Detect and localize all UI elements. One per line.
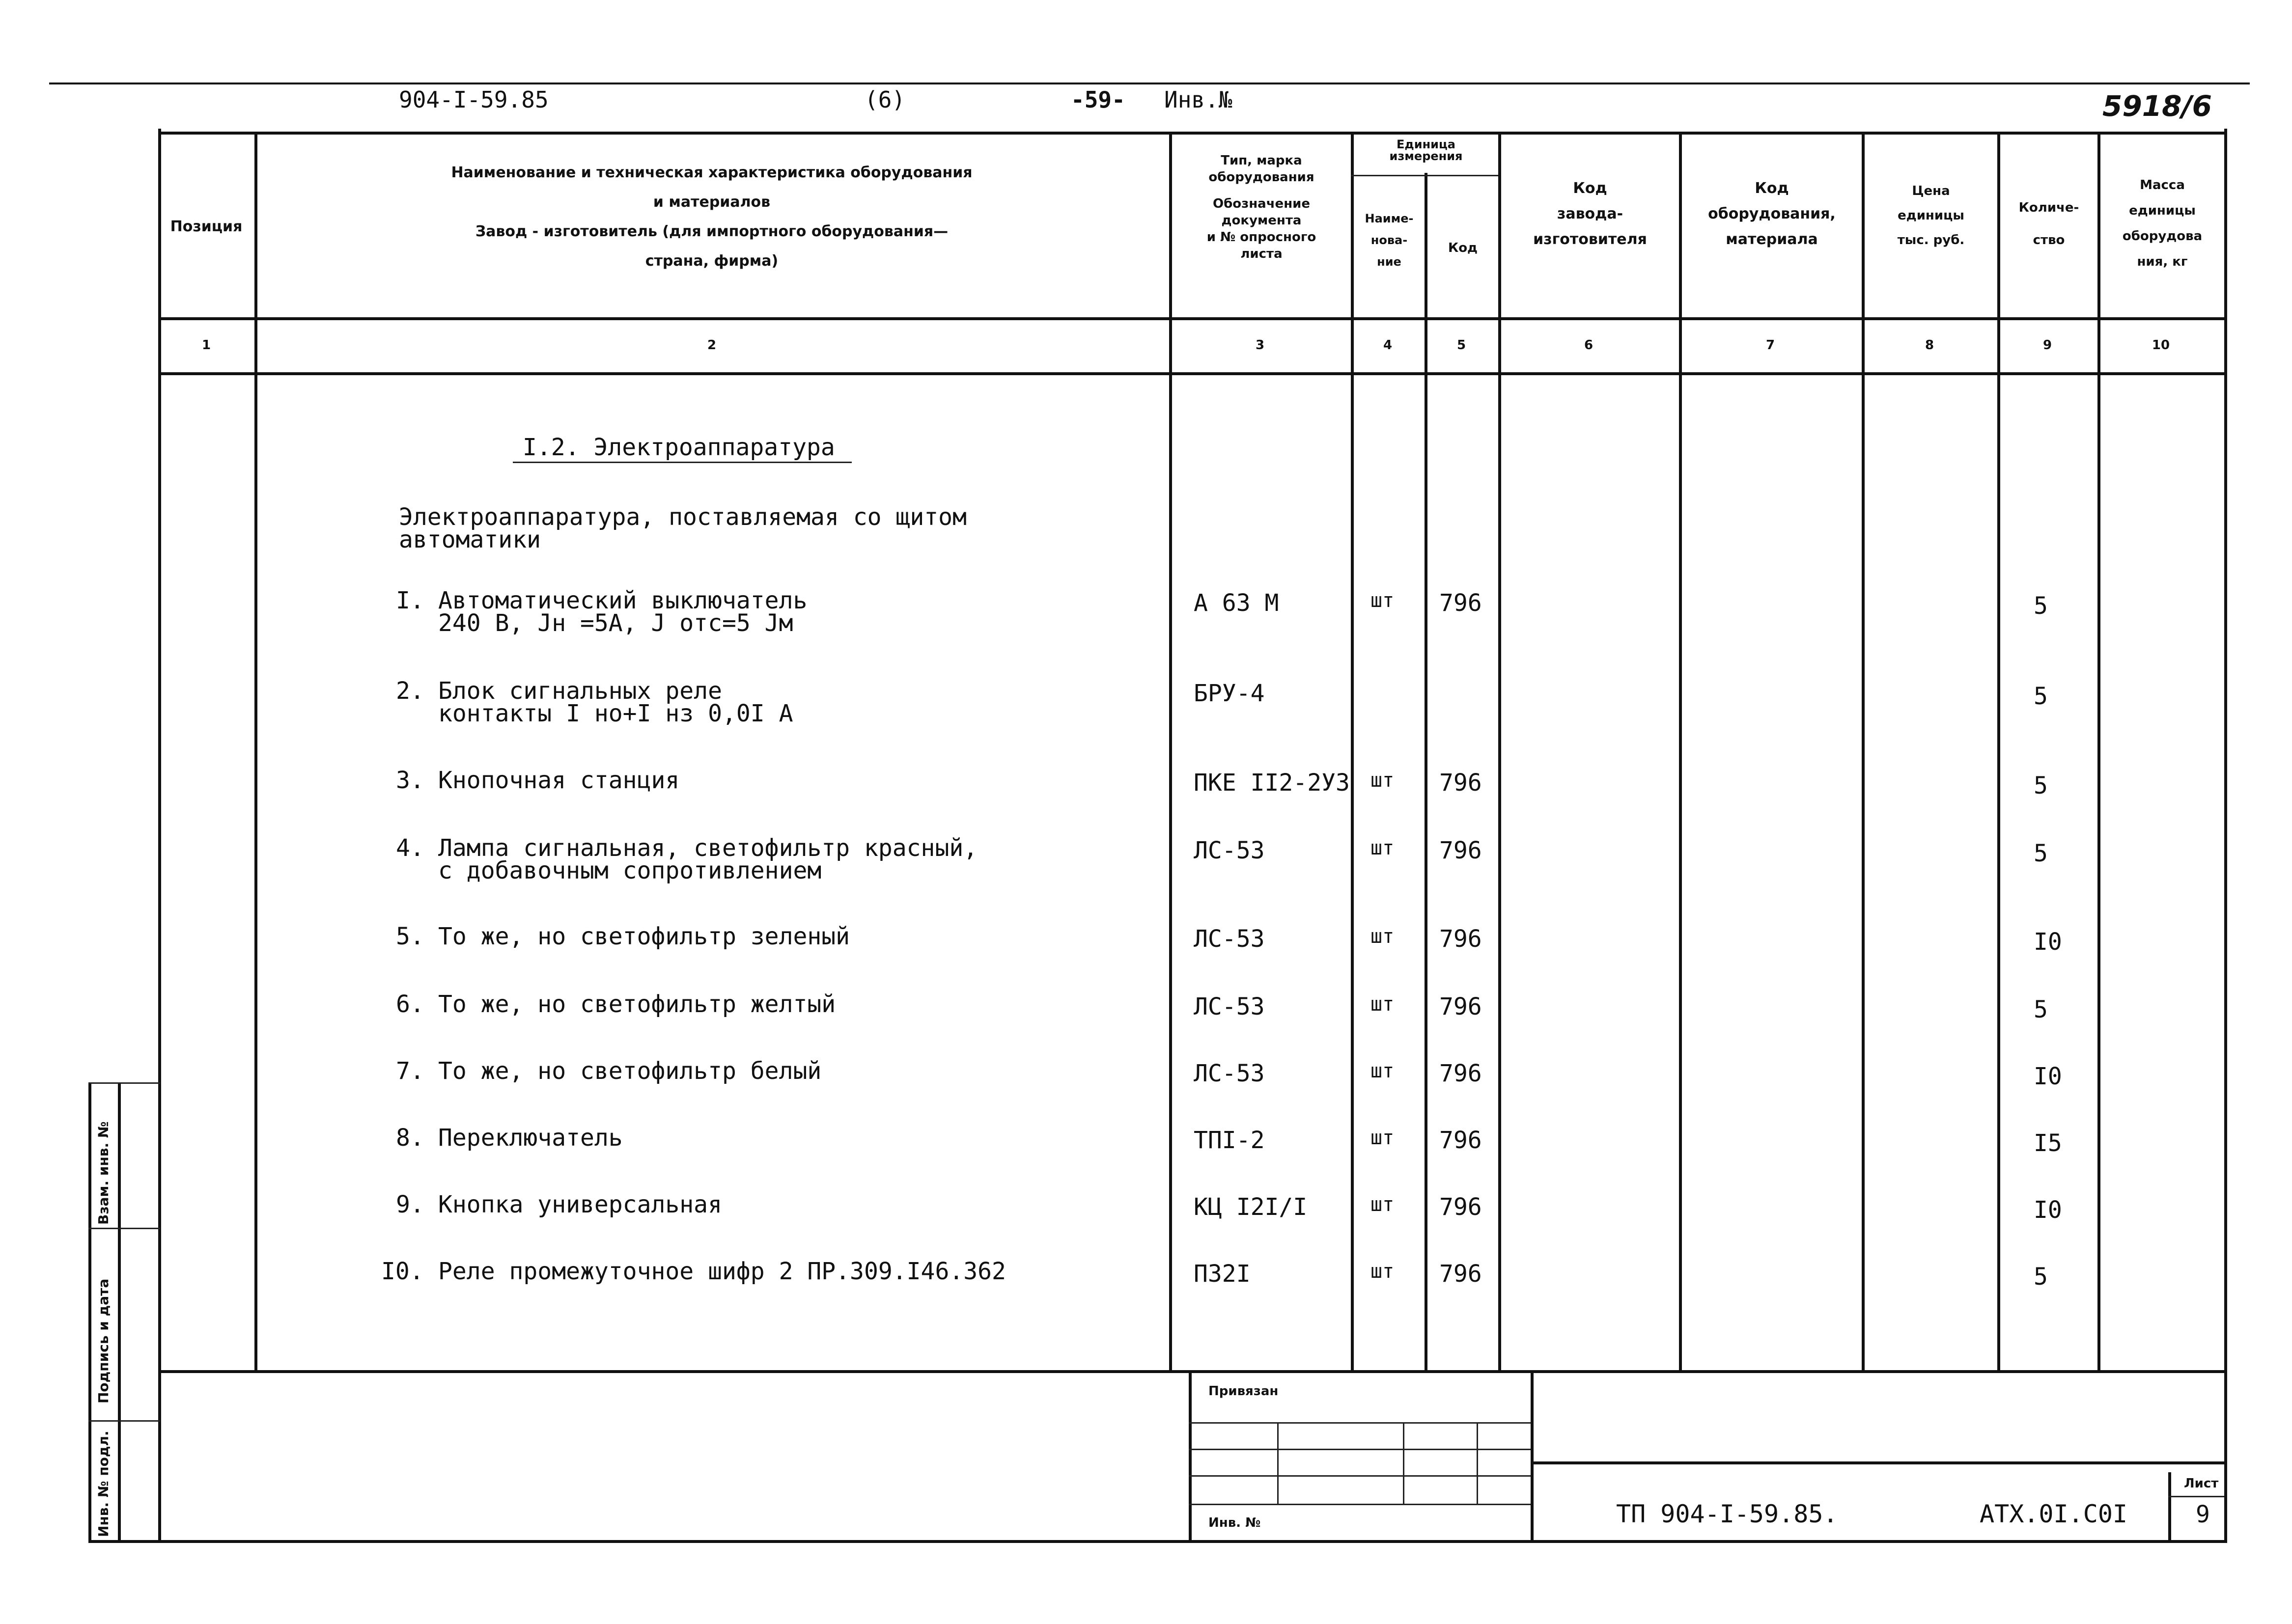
row-name-line: контакты I но+I нз 0,0I А	[438, 700, 793, 727]
row-unit-code: 796	[1439, 1127, 1482, 1154]
row-name	[438, 993, 836, 1016]
section-intro	[399, 503, 967, 553]
row-type: БРУ-4	[1194, 680, 1265, 707]
row-unit-code: 796	[1439, 993, 1482, 1020]
section-intro-line1: Электроаппаратура, поставляемая со щитом	[399, 503, 967, 531]
header-unit-group-line2: измерения	[1389, 149, 1463, 163]
header-quantity-line2: ство	[2033, 233, 2065, 248]
row-quantity: I0	[2034, 928, 2062, 956]
col-number-3: 3	[1255, 338, 1265, 353]
row-unit-code: 796	[1439, 1260, 1482, 1288]
col-number-4: 4	[1383, 338, 1393, 353]
header-type-line6: листа	[1240, 247, 1283, 261]
row-name	[438, 587, 808, 637]
row-quantity: I5	[2034, 1129, 2062, 1157]
row-unit: шт	[1370, 1060, 1395, 1082]
header-quantity	[2000, 199, 2097, 248]
header-plant-code-line3: изготовителя	[1533, 231, 1647, 248]
document-code: 904-I-59.85	[399, 86, 549, 113]
header-equip-code	[1682, 178, 1862, 250]
header-plant-code	[1501, 178, 1679, 250]
row-quantity: 5	[2034, 1263, 2048, 1291]
row-number: 5.	[396, 923, 424, 950]
header-mass-line4: ния, кг	[2137, 254, 2188, 269]
header-price	[1865, 183, 1997, 248]
header-type-line3: Обозначение	[1212, 196, 1311, 211]
row-type: ПКЕ II2-2УЗ	[1194, 769, 1350, 797]
row-type: ЛС-53	[1194, 925, 1265, 953]
header-mass-line3: оборудова	[2122, 229, 2203, 244]
header-name-line1: Наименование и техническая характеристика оборудования	[451, 164, 973, 181]
row-type: ТПI-2	[1194, 1127, 1265, 1154]
row-type: П32I	[1194, 1260, 1251, 1288]
row-name	[438, 1260, 1006, 1283]
header-plant-code-line2: завода-	[1557, 205, 1623, 222]
row-quantity: 5	[2034, 996, 2048, 1023]
numbers-bottom	[158, 372, 2227, 375]
header-name	[254, 162, 1169, 272]
page-number: -59-	[1071, 86, 1125, 113]
row-name-line: Автоматический выключатель	[438, 587, 808, 614]
row-type: А 63 М	[1194, 589, 1279, 617]
row-unit-code: 796	[1439, 1060, 1482, 1087]
row-name-line: То же, но светофильтр белый	[438, 1057, 822, 1085]
col-number-7: 7	[1765, 338, 1775, 353]
row-unit: шт	[1370, 1193, 1395, 1216]
row-name-line: Лампа сигнальная, светофильтр красный,	[438, 834, 978, 862]
header-unit-name-line1: Наиме-	[1365, 212, 1414, 225]
row-quantity: 5	[2034, 772, 2048, 799]
row-quantity: 5	[2034, 840, 2048, 867]
row-unit: шт	[1370, 837, 1395, 859]
row-number: 8.	[396, 1124, 424, 1152]
row-number: I0.	[381, 1258, 424, 1285]
row-number: 4.	[396, 834, 424, 862]
inventory-number-label: Инв. №	[1208, 1515, 1261, 1530]
side-label-vzam: Взам. инв. №	[95, 1121, 112, 1225]
row-number: 3.	[396, 767, 424, 794]
header-name-line2: и материалов	[653, 193, 771, 211]
row-number: 2.	[396, 677, 424, 705]
frame-top	[158, 132, 2227, 135]
header-unit-name-line2: нова-	[1370, 233, 1408, 247]
sheet-code: АТХ.0I.С0I	[1980, 1500, 2128, 1528]
sheet-label: Лист	[2184, 1476, 2219, 1491]
body-bottom	[158, 1370, 2227, 1373]
side-label-inv-podl: Инв. № подл.	[95, 1431, 112, 1537]
header-type-line4: документа	[1221, 213, 1302, 228]
header-unit-name	[1354, 211, 1425, 269]
row-unit: шт	[1370, 993, 1395, 1016]
row-type: ЛС-53	[1194, 837, 1265, 864]
frame-bottom	[88, 1540, 2227, 1543]
row-quantity: I0	[2034, 1063, 2062, 1090]
header-equip-code-line3: материала	[1726, 231, 1818, 248]
inventory-label: Инв.№	[1164, 86, 1232, 113]
header-mass	[2100, 177, 2224, 270]
row-unit-code: 796	[1439, 589, 1482, 617]
row-quantity: 5	[2034, 592, 2048, 620]
header-type-line5: и № опросного	[1206, 230, 1316, 245]
col-number-6: 6	[1584, 338, 1593, 353]
row-name-line: Реле промежуточное шифр 2 ПР.309.I46.362	[438, 1258, 1006, 1285]
col-number-5: 5	[1456, 338, 1466, 353]
row-type: КЦ I2I/I	[1194, 1193, 1308, 1221]
row-name	[438, 677, 793, 727]
row-type: ЛС-53	[1194, 1060, 1265, 1087]
header-type	[1172, 152, 1351, 262]
archive-stamp: 5918/6	[2102, 89, 2212, 123]
header-price-line3: тыс. руб.	[1897, 233, 1965, 248]
section-title: I.2. Электроаппаратура	[523, 434, 835, 461]
row-number: 9.	[396, 1191, 424, 1218]
header-name-line3: Завод - изготовитель (для импортного оборудования—	[475, 223, 949, 240]
bound-label: Привязан	[1208, 1384, 1279, 1399]
row-name	[438, 1124, 623, 1152]
document-designation: ТП 904-I-59.85.	[1616, 1500, 1838, 1528]
side-label-podpis: Подпись и дата	[95, 1278, 112, 1404]
header-mass-line2: единицы	[2129, 203, 2196, 218]
header-equip-code-line1: Код	[1755, 180, 1789, 197]
header-position: Позиция	[170, 218, 243, 235]
col-number-9: 9	[2042, 338, 2052, 353]
header-quantity-line1: Количе-	[2018, 200, 2079, 215]
row-name	[438, 1193, 722, 1216]
header-equip-code-line2: оборудования,	[1708, 205, 1836, 222]
row-unit: шт	[1370, 1260, 1395, 1283]
header-plant-code-line1: Код	[1573, 180, 1607, 197]
col-number-1: 1	[201, 338, 211, 353]
header-unit-group-line1: Единица	[1397, 138, 1455, 151]
row-name-line: Кнопка универсальная	[438, 1191, 722, 1218]
row-type: ЛС-53	[1194, 993, 1265, 1020]
row-unit-code: 796	[1439, 837, 1482, 864]
row-unit: шт	[1370, 925, 1395, 948]
section-intro-line2: автоматики	[399, 526, 541, 553]
row-name-line: с добавочным сопротивлением	[438, 857, 822, 884]
row-unit-code: 796	[1439, 925, 1482, 953]
row-name-line: Кнопочная станция	[438, 767, 680, 794]
row-unit: шт	[1370, 589, 1395, 612]
row-unit-code: 796	[1439, 1193, 1482, 1221]
header-type-line2: оборудования	[1208, 170, 1314, 185]
frame-right	[2224, 129, 2227, 1543]
row-number: 6.	[396, 991, 424, 1018]
section-title-underline	[513, 462, 852, 463]
header-unit-code: Код	[1448, 241, 1478, 255]
header-unit-group	[1354, 138, 1498, 162]
header-name-line4: страна, фирма)	[645, 252, 779, 270]
sheet-number: 9	[2196, 1501, 2210, 1528]
row-name-line: Блок сигнальных реле	[438, 677, 722, 705]
row-name-line: То же, но светофильтр желтый	[438, 991, 836, 1018]
col-number-2: 2	[707, 338, 717, 353]
row-quantity: I0	[2034, 1196, 2062, 1224]
row-name-line: 240 В, Jн =5А, J отс=5 Jм	[438, 609, 793, 637]
header-mass-line1: Масса	[2140, 178, 2185, 193]
row-number: 7.	[396, 1057, 424, 1085]
col-number-10: 10	[2152, 338, 2170, 353]
row-name-line: Переключатель	[438, 1124, 623, 1152]
row-unit-code: 796	[1439, 769, 1482, 797]
header-type-line1: Тип, марка	[1221, 153, 1302, 168]
row-number: I.	[396, 587, 424, 614]
header-price-line2: единицы	[1898, 208, 1964, 223]
row-unit: шт	[1370, 769, 1395, 792]
row-name	[438, 1057, 822, 1085]
header-bottom	[158, 317, 2227, 320]
row-name	[438, 834, 978, 884]
sheet-mark: (6)	[865, 86, 906, 113]
row-name-line: То же, но светофильтр зеленый	[438, 923, 850, 950]
col-number-8: 8	[1925, 338, 1934, 353]
row-name	[438, 769, 679, 792]
header-unit-name-line3: ние	[1377, 255, 1401, 269]
row-quantity: 5	[2034, 683, 2048, 710]
row-unit: шт	[1370, 1127, 1395, 1149]
row-name	[438, 925, 850, 948]
header-price-line1: Цена	[1912, 184, 1950, 198]
